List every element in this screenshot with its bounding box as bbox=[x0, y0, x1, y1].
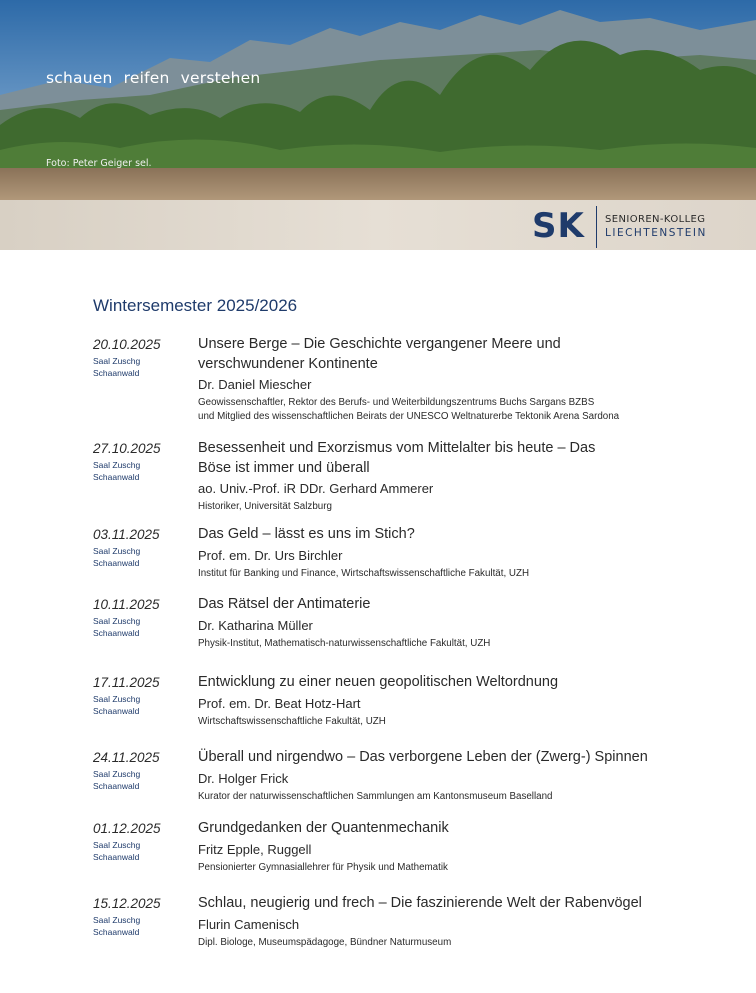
venue-line: Schaanwald bbox=[93, 851, 140, 862]
venue-line: Schaanwald bbox=[93, 926, 140, 937]
tagline: schauen reifen verstehen bbox=[46, 69, 261, 87]
event-venue bbox=[93, 616, 140, 639]
event-date: 01.12.2025 bbox=[93, 821, 161, 836]
event-body bbox=[198, 673, 718, 728]
event-speaker: Dr. Daniel Miescher bbox=[198, 377, 312, 392]
event-description: Physik-Institut, Mathematisch-naturwissenschaftliche Fakultät, UZH bbox=[198, 637, 491, 649]
event-date: 20.10.2025 bbox=[93, 337, 161, 352]
venue-line: Saal Zuschg bbox=[93, 694, 141, 704]
venue-line: Saal Zuschg bbox=[93, 356, 141, 366]
event-body bbox=[198, 525, 718, 580]
event-description: Dipl. Biologe, Museumspädagoge, Bündner Naturmuseum bbox=[198, 936, 452, 948]
venue-line: Saal Zuschg bbox=[93, 546, 141, 556]
event-venue bbox=[93, 915, 140, 938]
venue-line: Schaanwald bbox=[93, 627, 140, 638]
event-speaker: Dr. Katharina Müller bbox=[198, 617, 313, 633]
event-title: Überall und nirgendwo – Das verborgene Leben der (Zwerg-) Spinnen bbox=[198, 749, 648, 765]
event-date: 27.10.2025 bbox=[93, 441, 161, 456]
event-description: Institut für Banking und Finance, Wirtschaftswissenschaftliche Fakultät, UZH bbox=[198, 567, 530, 579]
event-body bbox=[198, 439, 718, 514]
event-title: Entwicklung zu einer neuen geopolitischen Weltordnung bbox=[198, 674, 559, 690]
event-venue bbox=[93, 460, 140, 483]
event-venue bbox=[93, 356, 140, 379]
event-title: Das Rätsel der Antimaterie bbox=[198, 596, 371, 612]
landscape-image bbox=[0, 0, 756, 250]
event-date: 24.11.2025 bbox=[93, 750, 160, 765]
venue-line: Saal Zuschg bbox=[93, 769, 141, 779]
logo-text-line2: LIECHTENSTEIN bbox=[605, 227, 707, 239]
event-date: 10.11.2025 bbox=[93, 597, 160, 612]
event-date: 15.12.2025 bbox=[93, 896, 161, 911]
event-description: Historiker, Universität Salzburg bbox=[198, 501, 332, 512]
logo-text-line1: SENIOREN-KOLLEG bbox=[605, 214, 706, 225]
event-date: 03.11.2025 bbox=[93, 527, 160, 542]
semester-title: Wintersemester 2025/2026 bbox=[93, 296, 298, 315]
event-venue bbox=[93, 769, 140, 792]
event-title: Schlau, neugierig und frech – Die faszinierende Welt der Rabenvögel bbox=[198, 895, 642, 911]
event-description: Kurator der naturwissenschaftlichen Sammlungen am Kantonsmuseum Baselland bbox=[198, 790, 553, 802]
event-body bbox=[198, 819, 718, 874]
event-date: 17.11.2025 bbox=[93, 675, 160, 690]
logo-divider bbox=[596, 206, 597, 248]
logo-mark: SK bbox=[532, 206, 585, 246]
venue-line: Schaanwald bbox=[93, 705, 140, 716]
venue-line: Saal Zuschg bbox=[93, 460, 141, 470]
event-body bbox=[198, 894, 718, 949]
event-title: Grundgedanken der Quantenmechanik bbox=[198, 820, 449, 836]
venue-line: Saal Zuschg bbox=[93, 915, 141, 925]
event-body bbox=[198, 748, 718, 803]
event-speaker: Dr. Holger Frick bbox=[198, 770, 289, 786]
event-title: Unsere Berge – Die Geschichte vergangener Meere und verschwundener Kontinente bbox=[198, 336, 561, 372]
event-speaker: ao. Univ.-Prof. iR DDr. Gerhard Ammerer bbox=[198, 481, 434, 496]
venue-line: Saal Zuschg bbox=[93, 616, 141, 626]
event-speaker: Flurin Camenisch bbox=[198, 916, 300, 932]
event-title: Besessenheit und Exorzismus vom Mittelalter bis heute – Das Böse ist immer und überall bbox=[198, 440, 596, 476]
event-speaker: Prof. em. Dr. Urs Birchler bbox=[198, 547, 343, 563]
event-speaker: Prof. em. Dr. Beat Hotz-Hart bbox=[198, 695, 361, 711]
event-description: Geowissenschaftler, Rektor des Berufs- und Weiterbildungszentrums Buchs Sargans BZBS und Mitglied des wissenschaftlichen Beirats der UNESCO Weltnaturerbe Tektonik Arena Sardona bbox=[198, 397, 620, 422]
event-body bbox=[198, 595, 718, 650]
event-body bbox=[198, 335, 718, 423]
venue-line: Schaanwald bbox=[93, 471, 140, 482]
photo-credit: Foto: Peter Geiger sel. bbox=[46, 158, 152, 169]
event-speaker: Fritz Epple, Ruggell bbox=[198, 841, 312, 857]
event-venue bbox=[93, 694, 140, 717]
event-description: Wirtschaftswissenschaftliche Fakultät, UZH bbox=[198, 715, 386, 727]
event-title: Das Geld – lässt es uns im Stich? bbox=[198, 526, 415, 542]
event-venue bbox=[93, 546, 140, 569]
venue-line: Schaanwald bbox=[93, 780, 140, 791]
event-venue bbox=[93, 840, 140, 863]
event-description: Pensionierter Gymnasiallehrer für Physik und Mathematik bbox=[198, 861, 448, 873]
venue-line: Saal Zuschg bbox=[93, 840, 141, 850]
venue-line: Schaanwald bbox=[93, 367, 140, 378]
venue-line: Schaanwald bbox=[93, 557, 140, 568]
header-photo bbox=[0, 0, 756, 250]
